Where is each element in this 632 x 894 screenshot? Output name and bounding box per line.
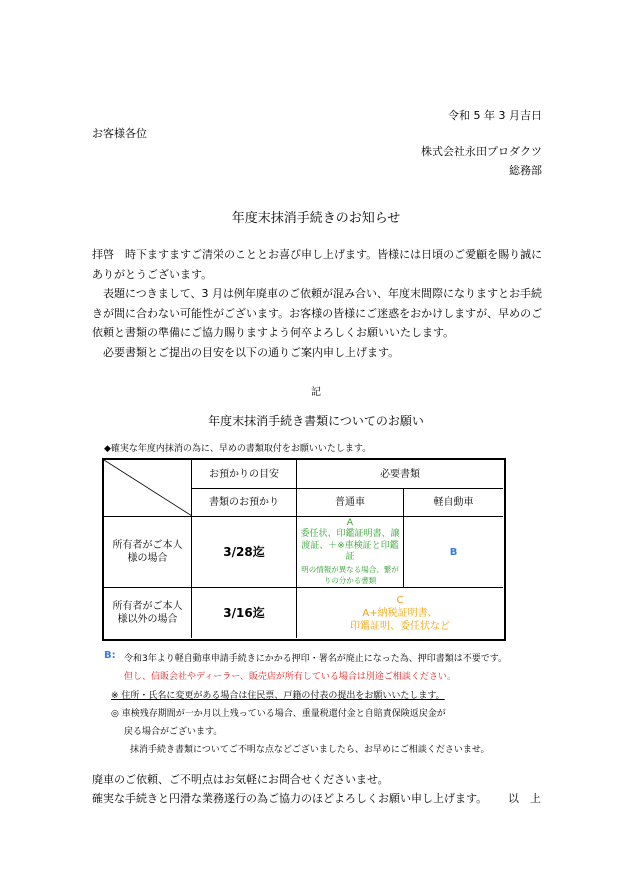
closing-mark: 以 上 (508, 792, 541, 805)
row1-label-line2: 様の場合 (127, 553, 168, 564)
row1-label-line1: 所有者がご本人 (112, 540, 183, 551)
note-asterisk: ※ 住所・氏名に変更がある場合は住民票、戸籍の付表の提出をお願いいたします。 (111, 691, 445, 701)
row1-regular-line4: りの分かる書類 (323, 576, 377, 585)
row1-regular-code: A (346, 517, 354, 528)
note-b-line2: 但し、信販会社やディーラー、販売店が所有している場合は別途ご相談ください。 (124, 672, 456, 682)
row2-line1: A+納税証明書、 (362, 607, 438, 619)
company-name: 株式会社永田プロダクツ (421, 145, 542, 158)
footer-line1: 廃車のご依頼、ご不明点はお気軽にお問合せくださいませ。 (92, 773, 389, 786)
row1-regular-line2: 渡証、＋※車検証と印鑑証 (301, 540, 399, 562)
documents-table (102, 458, 506, 641)
note-circle-line2: 戻る場合がございます。 (124, 727, 223, 737)
table-note: ◆確実な年度内抹消の為に、早めの書類取付をお願いいたします。 (104, 444, 372, 454)
addressee: お客様各位 (92, 127, 147, 140)
row1-regular-line1: 委任状、印鑑証明書、譲 (300, 529, 400, 539)
note-b-label: B: (104, 650, 116, 661)
body-text (92, 245, 550, 362)
diagonal-line (104, 460, 192, 516)
row2-line2: 印鑑証明、委任状など (350, 620, 450, 632)
header-documents: 必要書類 (380, 468, 420, 480)
body-paragraph-1: 拝啓 時下ますますご清栄のこととお喜び申し上げます。皆様には日頃のご愛顧を賜り誠にありがとうございます。 (92, 248, 543, 281)
row2-label-line2: 様以外の場合 (117, 614, 178, 625)
header-regular-car: 普通車 (335, 497, 365, 508)
body-paragraph-2: 表題につきまして、3 月は例年廃車のご依頼が混み合い、年度末間際になりますとお手続きが間に合わない可能性がございます。お客様の皆様にご迷惑をおかけしますが、早めのご依頼と書類の準備にご協力賜りますよう何卒よろしくお願いいたします。 (92, 287, 543, 339)
row1-regular-line3: 明の情報が異なる場合、繋が (301, 564, 399, 574)
row1-regular-docs (297, 517, 403, 587)
header-deadline: お預かりの目安 (209, 468, 279, 480)
row2-deadline: 3/16迄 (223, 605, 265, 620)
row2-label (104, 588, 191, 638)
body-paragraph-3: 必要書類とご提出の目安を以下の通りご案内申し上げます。 (103, 345, 400, 359)
ki-marker: 記 (311, 387, 321, 398)
header-docs-received: 書類のお預かり (209, 497, 279, 508)
row2-code: C (396, 594, 404, 606)
section-title: 年度末抹消手続き書類についてのお願い (208, 414, 424, 428)
header-kei-car: 軽自動車 (433, 497, 474, 508)
row1-deadline: 3/28迄 (223, 544, 265, 559)
footer-line2: 確実な手続きと円滑な業務遂行の為ご協力のほどよろしくお願い申し上げます。 (92, 792, 488, 805)
row2-label-line1: 所有者がご本人 (112, 601, 183, 612)
note-circle-line1: ◎ 車検残存期間が一か月以上残っている場合、重量税還付金と自賠責保険返戻金が (111, 709, 446, 719)
note-b-line1: 令和3年より軽自動車申請手続きにかかる押印・署名が廃止になった為、押印書類は不要です。 (124, 654, 508, 664)
row2-docs (297, 588, 503, 638)
date: 令和 5 年 3 月吉日 (448, 109, 542, 122)
row1-kei-docs: B (449, 546, 458, 558)
row1-label (104, 517, 191, 587)
inquiry-note: 抹消手続き書類についてご不明な点などございましたら、お早めにご相談くださいませ。 (130, 745, 490, 755)
department: 総務部 (509, 164, 542, 177)
page-title: 年度末抹消手続きのお知らせ (231, 211, 401, 226)
